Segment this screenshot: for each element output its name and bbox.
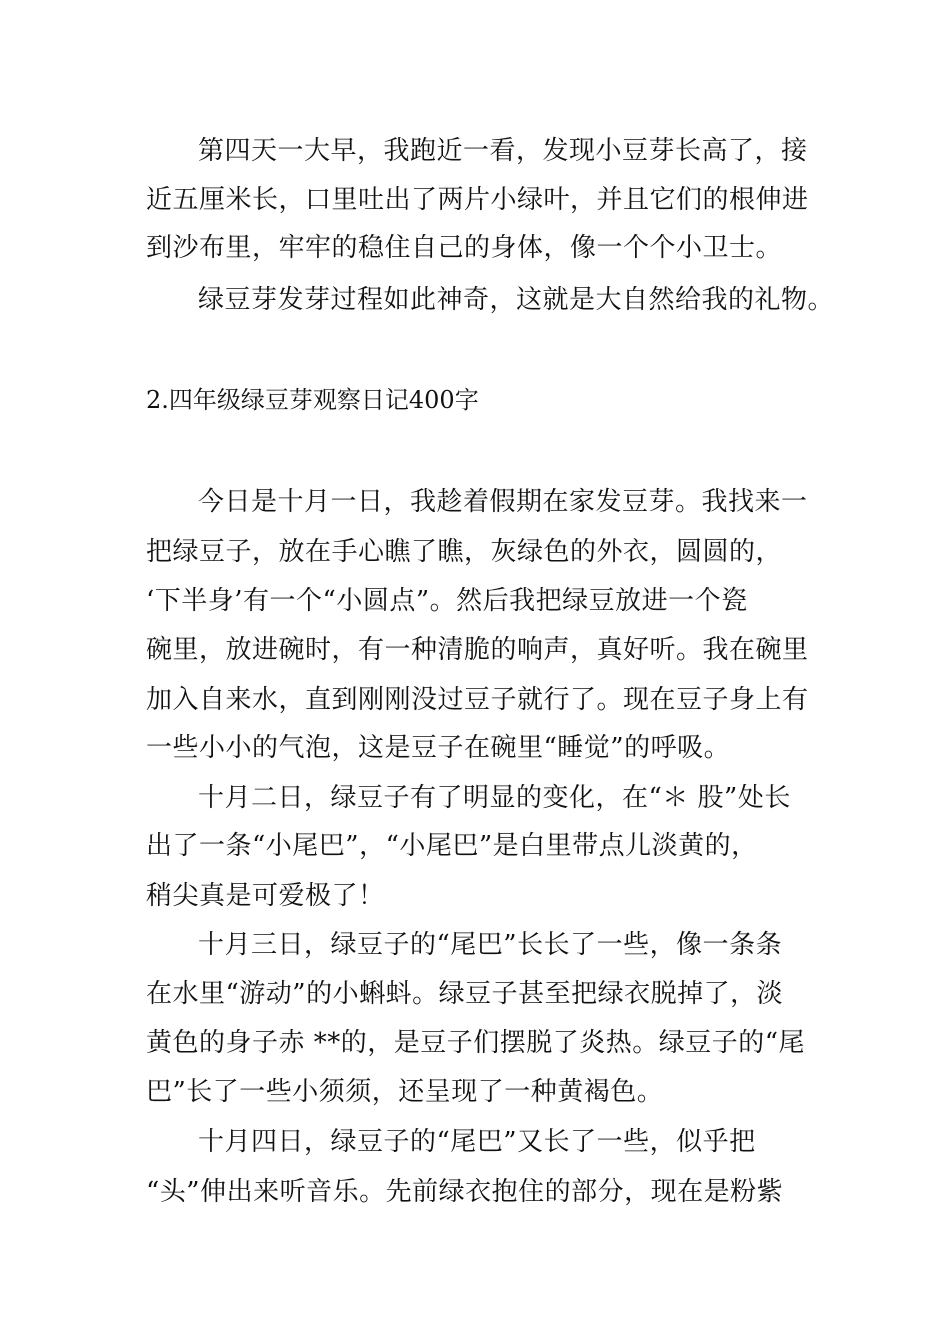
paragraph-line: 加入自来水，直到刚刚没过豆子就行了。现在豆子身上有 (146, 685, 809, 715)
paragraph-line: 巴”长了一些小须须，还呈现了一种黄褐色。 (146, 1077, 664, 1107)
paragraph-line: 今日是十月一日，我趁着假期在家发豆芽。我找来一 (198, 487, 808, 517)
section-heading: 2.四年级绿豆芽观察日记400字 (146, 386, 479, 414)
paragraph-line: 十月三日，绿豆子的“尾巴”长长了一些，像一条条 (198, 930, 783, 960)
paragraph-line: 碗里，放进碗时，有一种清脆的响声，真好听。我在碗里 (146, 635, 809, 665)
paragraph-line: 稍尖真是可爱极了！ (146, 881, 385, 911)
paragraph-line: 到沙布里，牢牢的稳住自己的身体，像一个个小卫士。 (146, 233, 783, 263)
paragraph-line: 近五厘米长，口里吐出了两片小绿叶，并且它们的根伸进 (146, 185, 809, 215)
paragraph-line: 十月四日，绿豆子的“尾巴”又长了一些，似乎把 (198, 1127, 756, 1157)
paragraph-line: 一些小小的气泡，这是豆子在碗里“睡觉”的呼吸。 (146, 733, 731, 763)
paragraph-line: 出了一条“小尾巴”，“小尾巴”是白里带点儿淡黄的， (146, 831, 758, 861)
paragraph-line: 把绿豆子，放在手心瞧了瞧，灰绿色的外衣，圆圆的， (146, 537, 783, 567)
paragraph-line: 在水里“游动”的小蝌蚪。绿豆子甚至把绿衣脱掉了，淡 (146, 979, 784, 1009)
paragraph-line: 第四天一大早，我跑近一看，发现小豆芽长高了，接 (198, 136, 808, 166)
paragraph-line: ‘下半身’有一个“小圆点”。然后我把绿豆放进一个瓷 (146, 586, 748, 616)
paragraph-line: 十月二日，绿豆子有了明显的变化，在“＊ 股”处长 (198, 783, 791, 813)
paragraph-line: 绿豆芽发芽过程如此神奇，这就是大自然给我的礼物。 (198, 285, 835, 315)
paragraph-line: “头”伸出来听音乐。先前绿衣抱住的部分，现在是粉紫 (146, 1177, 784, 1207)
paragraph-line: 黄色的身子赤 **的，是豆子们摆脱了炎热。绿豆子的“尾 (146, 1028, 806, 1058)
